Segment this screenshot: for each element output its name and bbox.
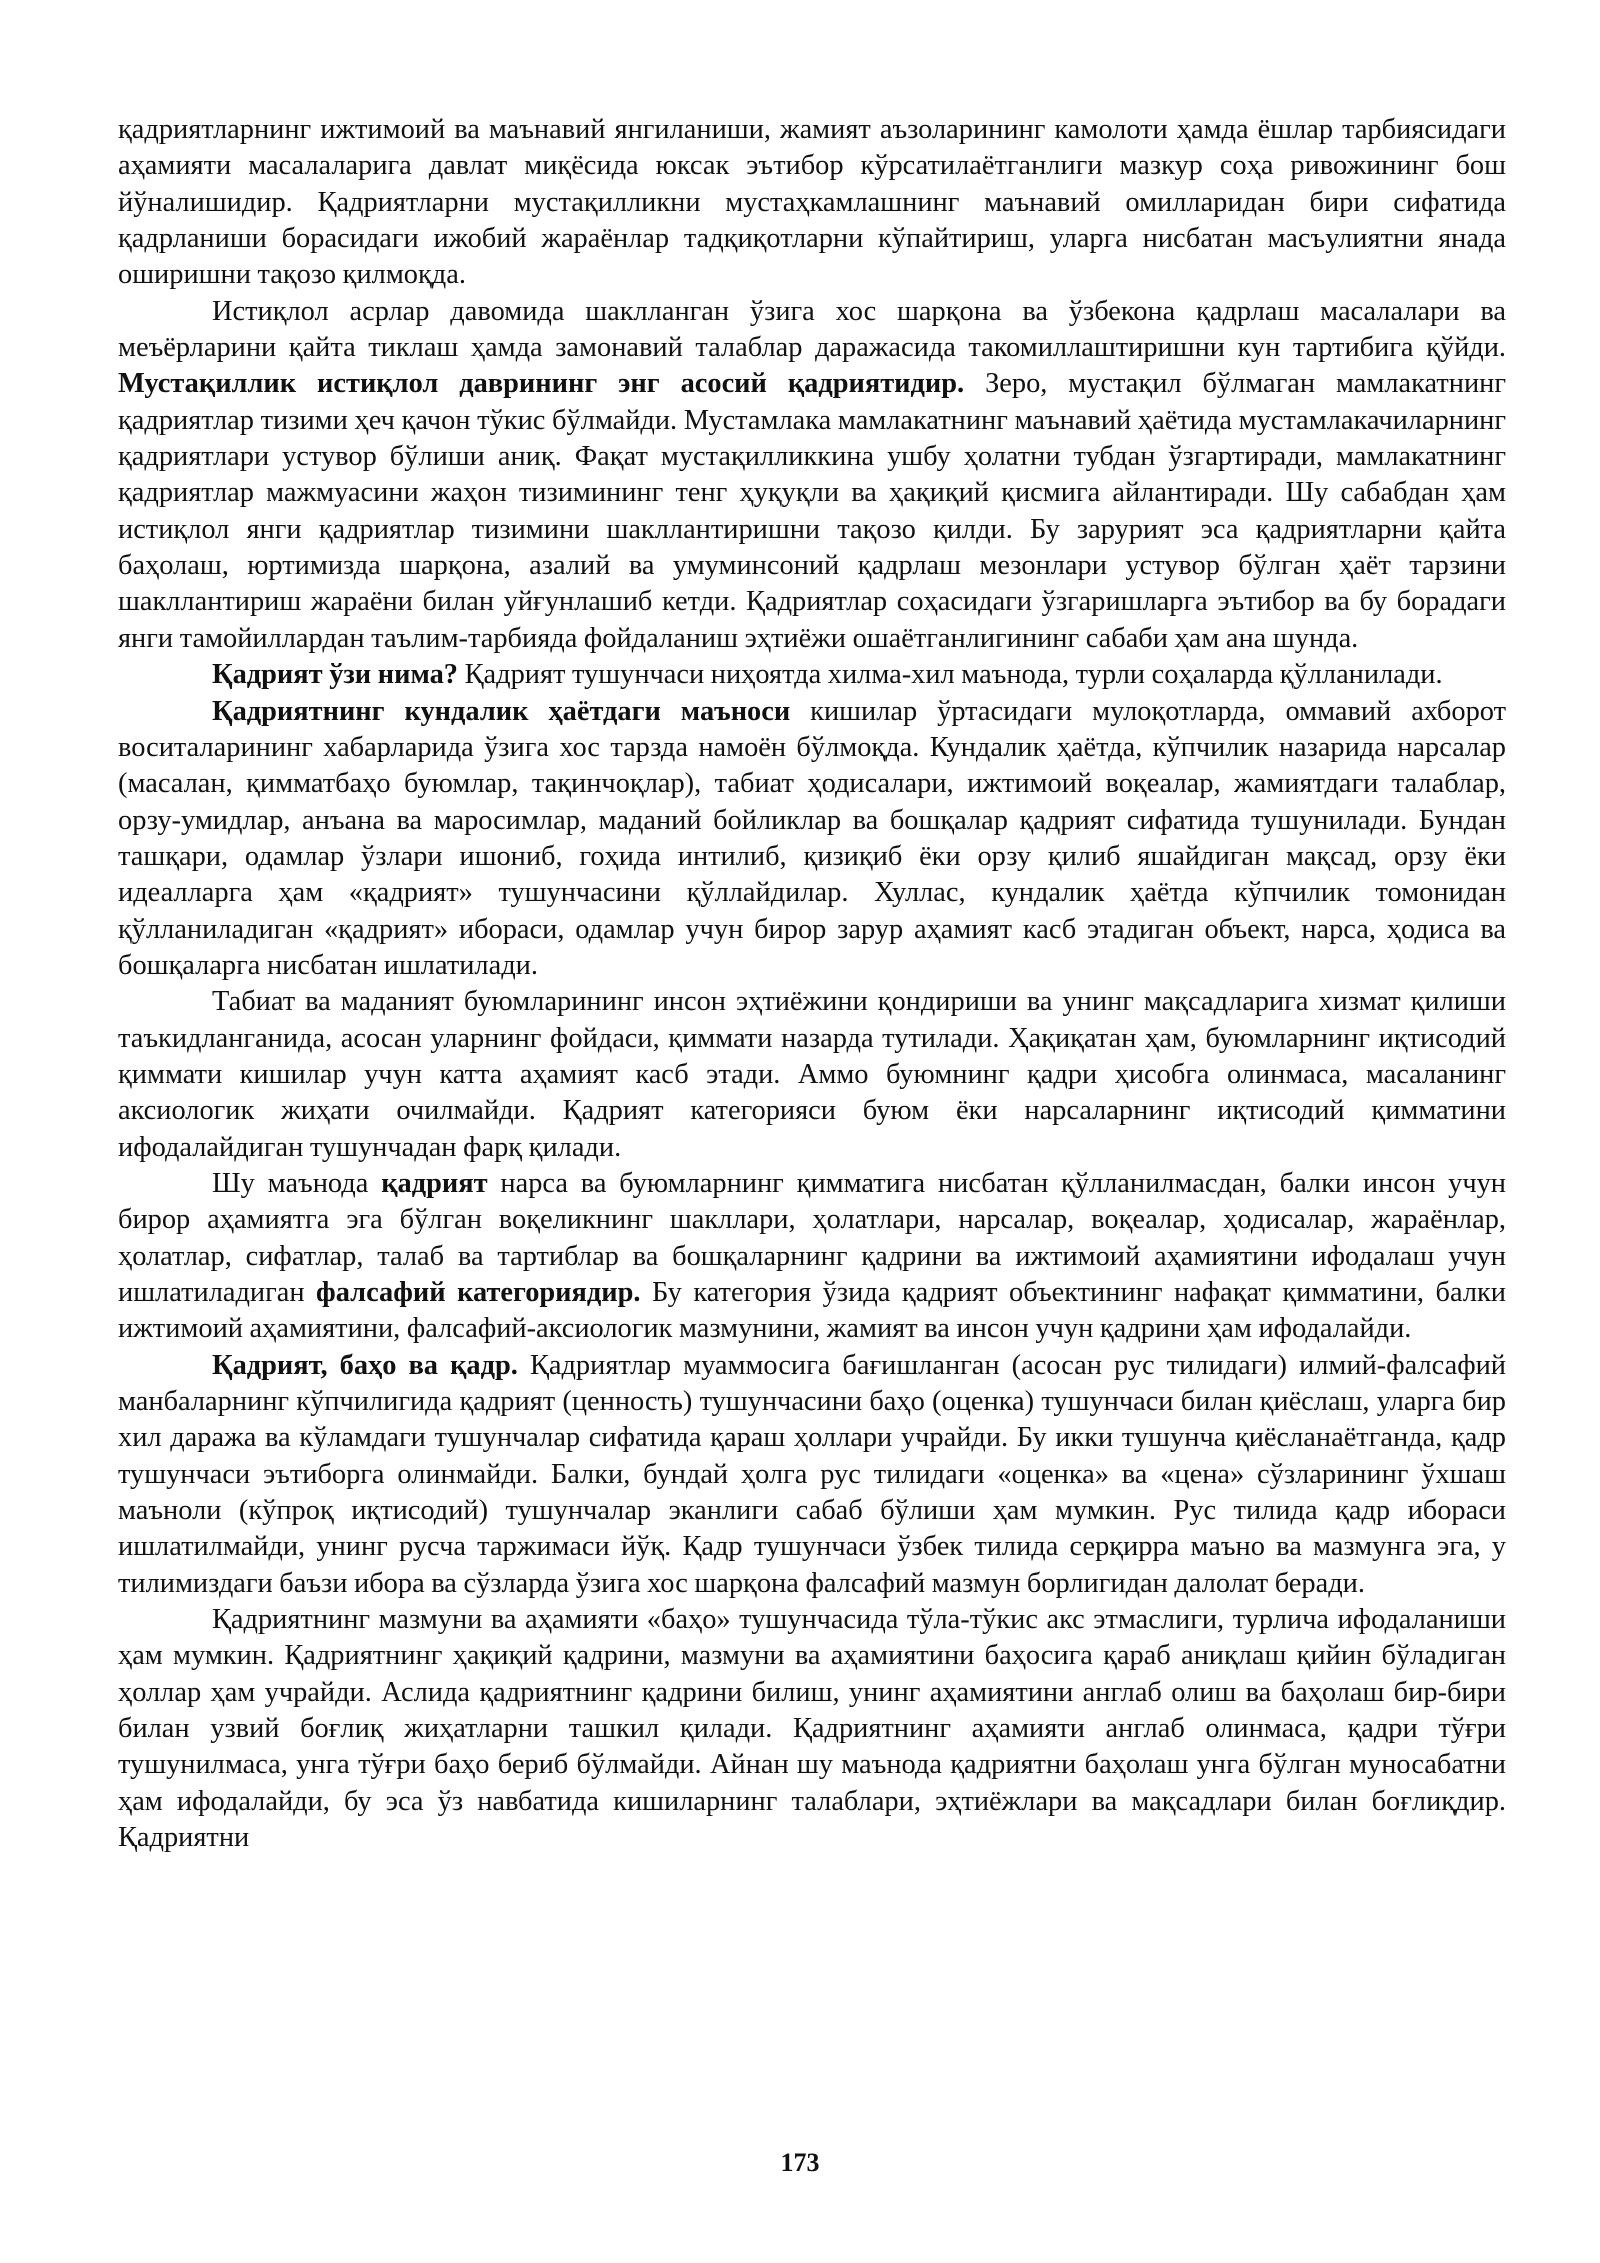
text-run: кишилар ўртасидаги мулоқотларда, оммавий ахборот воситаларининг хабарларида ўзига хос тарзда намоён бўлмоқда. Кундалик ҳаётда, кўпчилик назарида нарсалар (масалан, қимматбаҳо буюмлар, тақинчоқлар), табиат ҳодисалари, ижтимоий воқеалар, жамиятдаги талаблар, орзу-умидлар, анъана ва маросимлар, маданий бойликлар ва бошқалар қадрият сифатида тушунилади. Бундан ташқари, одамлар ўзлари ишониб, гоҳида интилиб, қизиқиб ёки орзу қилиб яшайдиган мақсад, орзу ёки идеалларга ҳам «қадрият» тушунчасини қўллайдилар. Хуллас, кундалик ҳаётда кўпчилик томонидан қўлланиладиган «қадрият» ибораси, одамлар учун бирор зарур аҳамият касб этадиган объект, нарса, ҳодиса ва бошқаларга нисбатан ишлатилади. (118, 695, 1506, 981)
bold-text: Мустақиллик истиқлол даврининг энг асосий қадриятидир. (118, 368, 965, 400)
paragraph (118, 112, 1506, 294)
document-body (118, 112, 1506, 1857)
paragraph (118, 1166, 1506, 1348)
paragraph (118, 657, 1506, 693)
paragraph (118, 1602, 1506, 1856)
text-run: Бу категория ўзида қадрият объектининг нафақат қимматини, балки ижтимоий аҳамиятини, фалсафий-аксиологик мазмунини, жамият ва инсон учун қадрини ҳам ифодалайди. (118, 1277, 1506, 1345)
paragraph (118, 694, 1506, 985)
bold-text: Қадрият ўзи нима? (212, 659, 459, 691)
paragraph (118, 294, 1506, 657)
bold-text: Қадриятнинг кундалик ҳаётдаги маъноси (212, 695, 791, 727)
bold-text: фалсафий категориядир. (316, 1277, 641, 1308)
text-run: Қадриятлар муаммосига бағишланган (асосан рус тилидаги) илмий-фалсафий манбаларнинг кўпчилигида қадрият (ценность) тушунчасини баҳо (оценка) тушунчаси билан қиёслаш, уларга бир хил даража ва кўламдаги тушунчалар сифатида қараш ҳоллари учрайди. Бу икки тушунча қиёсланаётганда, қадр тушунчаси эътиборга олинмайди. Балки, бундай ҳолга рус тилидаги «оценка» ва «цена» сўзларининг ўхшаш маъноли (кўпроқ иқтисодий) тушунчалар эканлиги сабаб бўлиши ҳам мумкин. Рус тилида қадр ибораси ишлатилмайди, унинг русча таржимаси йўқ. Қадр тушунчаси ўзбек тилида серқирра маъно ва мазмунга эга, у тилимиздаги баъзи ибора ва сўзларда ўзига хос шарқона фалсафий мазмун борлигидан далолат беради. (118, 1349, 1506, 1599)
text-run: Истиқлол асрлар давомида шаклланган ўзига хос шарқона ва ўзбекона қадрлаш масалалари ва меъёрларини қайта тиклаш ҳамда замонавий талаблар даражасида такомиллаштиришни кун тартибига қўйди. (118, 295, 1506, 364)
text-run: Зеро, мустақил бўлмаган мамлакатнинг қадриятлар тизими ҳеч қачон тўкис бўлмайди. Мустамлака мамлакатнинг маънавий ҳаётида мустамлакачиларнинг қадриятлари устувор бўлиши аниқ. Фақат мустақилликкина ушбу ҳолатни тубдан ўзгартиради, мамлакатнинг қадриятлар мажмуасини жаҳон тизимининг тенг ҳуқуқли ва ҳақиқий қисмига айлантиради. Шу сабабдан ҳам истиқлол янги қадриятлар тизимини шакллантиришни тақозо қилди. Бу зарурият эса қадриятларни қайта баҳолаш, юртимизда шарқона, азалий ва умуминсоний қадрлаш мезонлари устувор бўлган ҳаёт тарзини шакллантириш жараёни билан уйғунлашиб кетди. Қадриятлар соҳасидаги ўзгаришларга эътибор ва бу борадаги янги тамойиллардан таълим-тарбияда фойдаланиш эҳтиёжи ошаётганлигининг сабаби ҳам ана шунда. (118, 368, 1506, 654)
text-run: нарса ва буюмларнинг қимматига нисбатан қўлланилмасдан, балки инсон учун бирор аҳамиятга эга бўлган воқеликнинг шакллари, ҳолатлари, нарсалар, воқеалар, ҳодисалар, жараёнлар, ҳолатлар, сифатлар, талаб ва тартиблар ва бошқаларнинг қадрини ва ижтимоий аҳамиятини ифодалаш учун ишлатиладиган (118, 1167, 1506, 1308)
text-run: қадриятларнинг ижтимоий ва маънавий янгиланиши, жамият аъзоларининг камолоти ҳамда ёшлар тарбиясидаги аҳамияти масалаларига давлат миқёсида юксак эътибор кўрсатилаётганлиги мазкур соҳа ривожининг бош йўналишидир. Қадриятларни мустақилликни мустаҳкамлашнинг маънавий омилларидан бири сифатида қадрланиши борасидаги ижобий жараёнлар тадқиқотларни кўпайтириш, уларга нисбатан масъулиятни янада оширишни тақозо қилмоқда. (118, 114, 1506, 291)
text-run: Қадрият тушунчаси ниҳоятда хилма-хил маънода, турли соҳаларда қўлланилади. (458, 659, 1443, 691)
text-run: Қадриятнинг мазмуни ва аҳамияти «баҳо» тушунчасида тўла-тўкис акс этмаслиги, турлича ифодаланиши ҳам мумкин. Қадриятнинг ҳақиқий қадрини, мазмуни ва аҳамиятини баҳосига қараб аниқлаш қийин бўладиган ҳоллар ҳам учрайди. Аслида қадриятнинг қадрини билиш, унинг аҳамиятини англаб олиш ва баҳолаш бир-бири билан узвий боғлиқ жиҳатларни ташкил қилади. Қадриятнинг аҳамияти англаб олинмаса, қадри тўғри тушунилмаса, унга тўғри баҳо бериб бўлмайди. Айнан шу маънода қадриятни баҳолаш унга бўлган муносабатни ҳам ифодалайди, бу эса ўз навбатида кишиларнинг талаблари, эҳтиёжлари ва мақсадлари билан боғлиқдир. Қадриятни (118, 1604, 1506, 1854)
bold-text: Қадрият, баҳо ва қадр. (212, 1349, 518, 1381)
paragraph (118, 984, 1506, 1166)
text-run: Шу маънода (212, 1167, 382, 1199)
paragraph (118, 1348, 1506, 1602)
text-run: Табиат ва маданият буюмларининг инсон эҳтиёжини қондириши ва унинг мақсадларига хизмат қилиши таъкидланганида, асосан уларнинг фойдаси, қиммати назарда тутилади. Ҳақиқатан ҳам, буюмларнинг иқтисодий қиммати кишилар учун катта аҳамият касб этади. Аммо буюмнинг қадри ҳисобга олинмаса, масаланинг аксиологик жиҳати очилмайди. Қадрият категорияси буюм ёки нарсаларнинг иқтисодий қимматини ифодалайдиган тушунчадан фарқ қилади. (118, 986, 1506, 1163)
bold-text: қадрият (381, 1167, 488, 1199)
page-number: 173 (780, 2148, 820, 2177)
